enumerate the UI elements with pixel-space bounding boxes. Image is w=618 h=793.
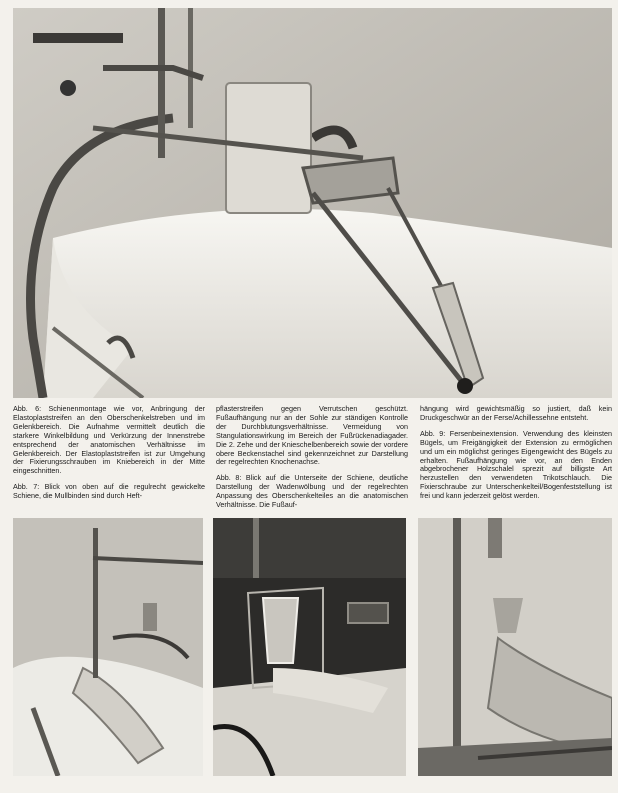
caption-column-2 [216, 405, 408, 517]
caption-abb-7-continued: pflasterstreifen gegen Verrutschen geschützt. Fußaufhängung nur an der Sohle zur ständigen Kontrolle der Durchblutungsverhältnisse. Vermeidung von Stangulationswirkung im Bereich der Fußrückenadiagader. Die 2. Zehe und der Knieschelbenbereich sowie der vordere obere Beckenstachel sind gekennzeichnet zur Darstellung der regelrechten Knochenachse. [216, 404, 408, 467]
photo-splint-underside [213, 518, 406, 776]
caption-column-1 [13, 405, 205, 508]
caption-abb-6: Abb. 6: Schienenmontage wie vor, Anbringung der Elastoplaststreifen an den Oberschenkelstreben und im Gelenkbereich. Die Aufnahme vermittelt deutlich die starkere Winkelbildung und Verkürzung der Innenstrebe entsprechend der anatomischen Verhältnisse im Gelenkbereich. Der Elastoplaststreifen ist zur Umgehung der Fixierungsschrauben im Kniebereich in der Mitte eingeschnitten. [13, 404, 205, 476]
photo-splint-on-bed [13, 8, 612, 398]
caption-abb-9: Abb. 9: Fersenbeinextension. Verwendung des kleinsten Bügels, um Freigängigkeit der Extension zu ermöglichen und um ein möglichst geringes Eigengewicht des Bügels zu erhalten. Fußaufhängung wie vor, an den Enden abgebrochener Holzschalel sprezit auf billigste Art herzustellen den verwendeten Trikotschlauch. Die Fixierschraube zur Unterschenkelteil/Bogenfeststellung ist frei und kann jederzeit gelöst werden. [420, 428, 612, 501]
photo-heel-extension [418, 518, 612, 776]
caption-abb-8: Abb. 8: Blick auf die Unterseite der Schiene, deutliche Darstellung der Wadenwölbung und der regelrechten Anpassung des Oberschenkelteiles an die anatomischen Verhältnisse. Die Fußauf- [216, 473, 408, 510]
caption-abb-7: Abb. 7: Blick von oben auf die regulrecht gewickelte Schiene, die Mullbinden sind durch Heft- [13, 482, 205, 501]
caption-column-3 [420, 405, 612, 508]
photo-wrapped-splint-top-view [13, 518, 203, 776]
caption-abb-8-continued: hängung wird gewichtsmäßig so justiert, daß kein Druckgeschwür an der Ferse/Achillessehne entsteht. [420, 404, 612, 422]
